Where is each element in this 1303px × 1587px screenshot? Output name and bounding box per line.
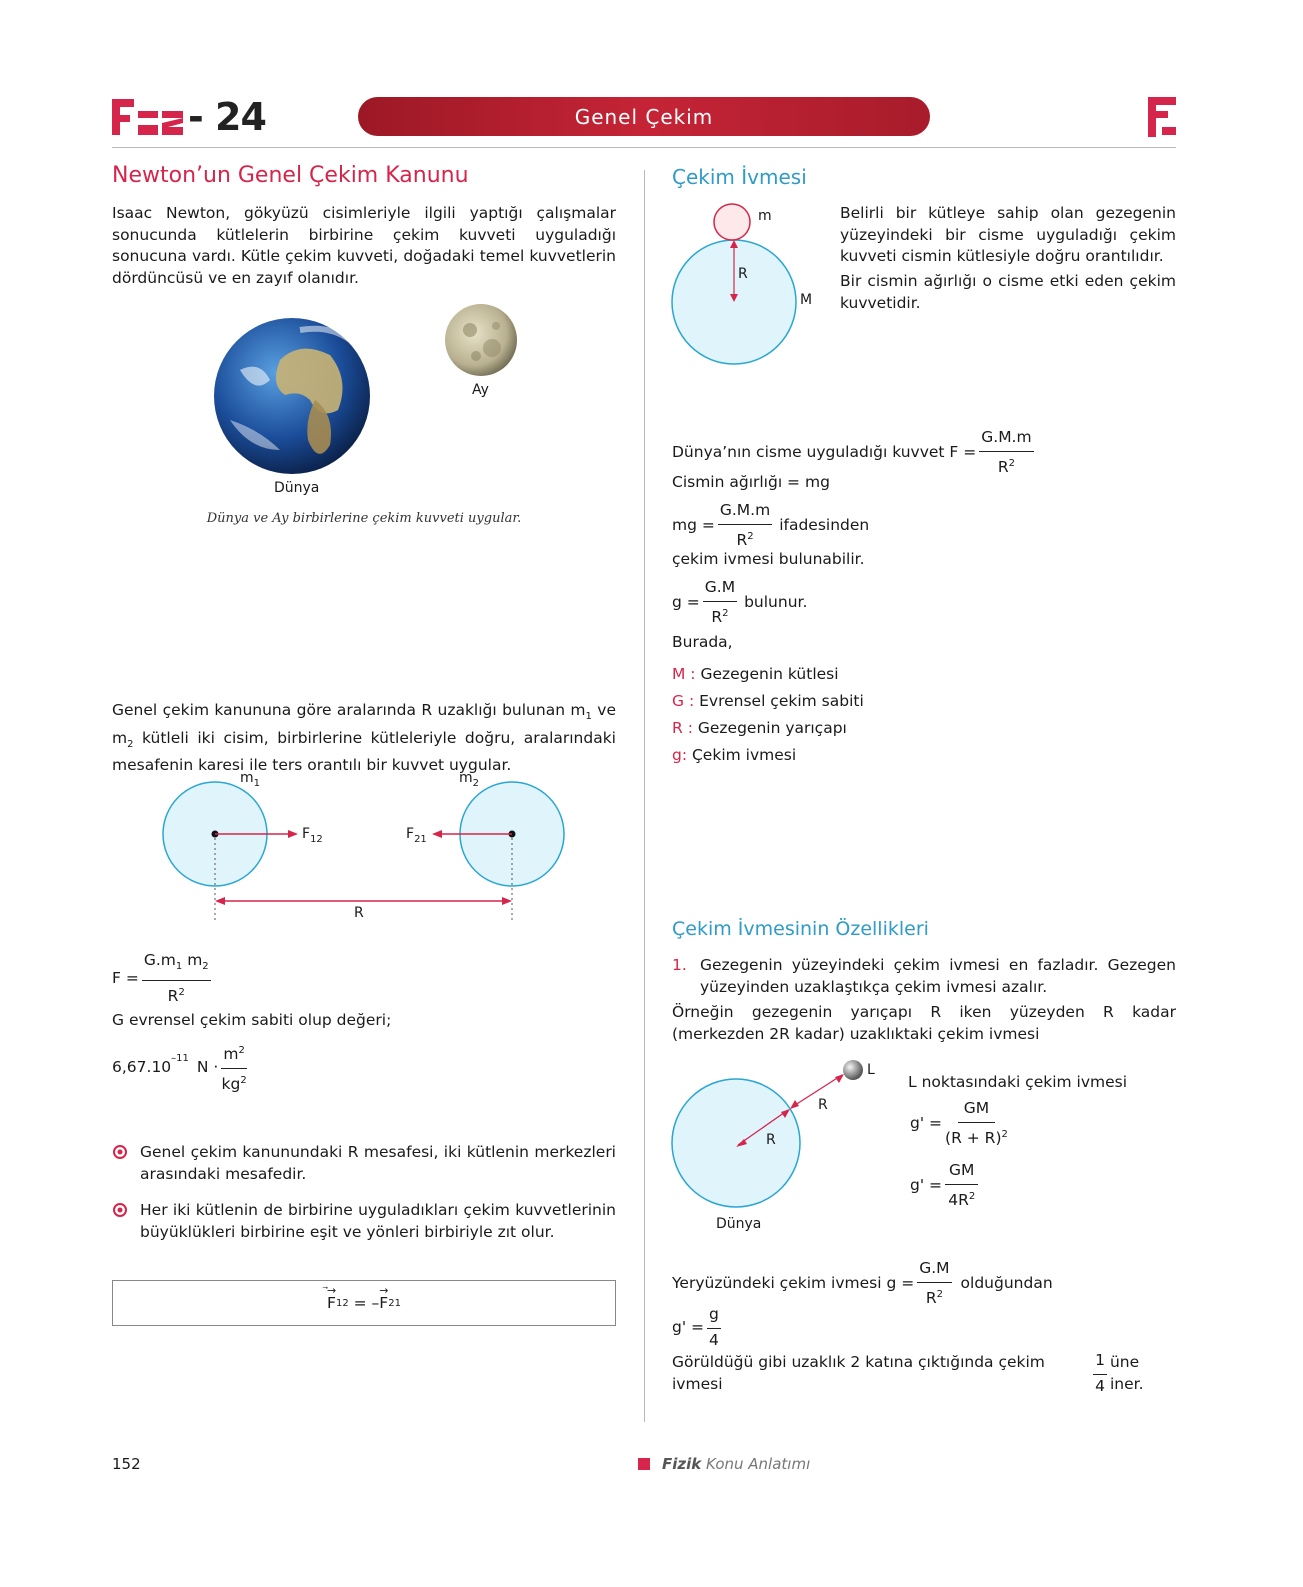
definition-item: g: Çekim ivmesi bbox=[672, 746, 797, 764]
two-mass-diagram bbox=[150, 768, 590, 928]
figure-caption: Dünya ve Ay birbirlerine çekim kuvveti uygular. bbox=[206, 511, 522, 526]
earth-label: Dünya bbox=[274, 480, 320, 496]
footer-square-icon bbox=[638, 1458, 650, 1470]
dunya-label: Dünya bbox=[716, 1216, 762, 1232]
g-prime-eq-3: g' = $\frac{g}{4}$ bbox=[672, 1305, 719, 1349]
l-label: L bbox=[867, 1062, 875, 1078]
bullet-item: Genel çekim kanunundaki R mesafesi, iki kütlenin merkezleri arasındaki mesafedir. bbox=[112, 1142, 616, 1185]
chapter-number: - 24 bbox=[188, 95, 266, 139]
definition-item: G : Evrensel çekim sabiti bbox=[672, 692, 864, 710]
page-number: 152 bbox=[112, 1455, 141, 1473]
r-distance-label: R bbox=[354, 905, 364, 921]
point-l-ball-icon bbox=[843, 1060, 863, 1080]
intro-paragraph: Isaac Newton, gökyüzü cisimleriyle ilgili yaptığı çalışmalar sonucunda kütlelerin birbirine çekim kuvveti uyguladığı sonucuna vardı. Kütle çekim kuvveti, doğadaki temel kuvvetlerin dördüncüsü ve en zayıf olanıdır. bbox=[112, 204, 616, 287]
surface-gravity-eq: Yeryüzündeki çekim ivmesi g = $\frac{G.M}{R^2}$ olduğundan bbox=[672, 1259, 1053, 1307]
r-outer-label: R bbox=[818, 1097, 828, 1113]
bullet-circle-icon bbox=[112, 1202, 130, 1220]
para-2: Bir cismin ağırlığı o cisme etki eden çekim kuvvetidir. bbox=[840, 272, 1176, 312]
cekim-ivmesi-heading: Çekim İvmesi bbox=[672, 165, 807, 189]
definition-item: R : Gezegenin yarıçapı bbox=[672, 719, 847, 737]
header-logo bbox=[112, 96, 266, 138]
m2-label: $m_2$ bbox=[459, 770, 480, 789]
f12-label: $F_{12}$ bbox=[302, 826, 323, 845]
m1-label: $m_1$ bbox=[240, 770, 261, 789]
earth-sphere bbox=[672, 1079, 800, 1207]
g-constant-value: 6,67.10 $^{-11}$ N · $\frac{m^2}{kg^2}$ bbox=[112, 1040, 250, 1095]
earth-moon-illustration bbox=[200, 300, 540, 500]
conclusion-text: Görüldüğü gibi uzaklık 2 katına çıktığında çekim ivmesi $\frac{1}{4}$ üne iner. bbox=[672, 1351, 1144, 1395]
g-constant-text: G evrensel çekim sabiti olup değeri; bbox=[112, 1011, 392, 1029]
g-prime-eq-1: g' = $\frac{GM}{(R + R)^2}$ bbox=[910, 1099, 1008, 1147]
f21-label: $F_{21}$ bbox=[406, 826, 427, 845]
example-text: Örneğin gezegenin yarıçapı R iken yüzeyden R kadar (merkezden 2R kadar) uzaklıktaki çekim ivmesi bbox=[672, 1003, 1176, 1043]
moon-label: Ay bbox=[472, 382, 489, 398]
law-paragraph: Genel çekim kanununa göre aralarında R uzaklığı bulunan $m_1$ ve $m_2$ kütleli iki cisim, birbirlerine kütleleriyle doğru, aralarındaki mesafenin karesi ile ters orantılı bir kuvvet uygular. bbox=[112, 701, 616, 775]
g-prime-eq-2: g' = $\frac{GM}{4R^2}$ bbox=[910, 1160, 981, 1211]
force-equality-box: → F 12 = – → F 21 bbox=[112, 1280, 616, 1326]
distance-diagram bbox=[668, 1055, 888, 1215]
definition-list bbox=[672, 664, 864, 767]
footer-brand: Fizik Konu Anlatımı bbox=[638, 1455, 810, 1473]
section-heading: Newton’un Genel Çekim Kanunu bbox=[112, 163, 469, 188]
burada-text: Burada, bbox=[672, 633, 733, 651]
m-label: m bbox=[758, 208, 772, 224]
corner-mark-icon bbox=[1148, 97, 1176, 137]
equation-3: mg = $\frac{G.M.m}{R^2}$ ifadesinden bbox=[672, 501, 870, 549]
equation-3-after: çekim ivmesi bulunabilir. bbox=[672, 550, 865, 568]
earth-icon bbox=[214, 318, 370, 474]
r-inner-label: R bbox=[766, 1132, 776, 1148]
bullet-item: Her iki kütlenin de birbirine uyguladıkları çekim kuvvetlerinin büyüklükleri birbirine eşit ve yönleri birbiriyle zıt olur. bbox=[112, 1200, 616, 1243]
para-1: Belirli bir kütleye sahip olan gezegenin yüzeyindeki bir cisme uyguladığı çekim kuvveti cismin kütlesiyle doğru orantılıdır. bbox=[840, 204, 1176, 265]
column-divider bbox=[644, 170, 645, 1422]
small-mass-sphere bbox=[714, 204, 750, 240]
header-rule bbox=[112, 147, 1176, 148]
equation-2: Cismin ağırlığı = mg bbox=[672, 473, 830, 491]
properties-heading: Çekim İvmesinin Özellikleri bbox=[672, 918, 929, 940]
l-point-text: L noktasındaki çekim ivmesi bbox=[908, 1073, 1128, 1091]
bullet-circle-icon bbox=[112, 1144, 130, 1162]
faz-logo-icon bbox=[112, 97, 184, 137]
chapter-title-bar bbox=[358, 97, 930, 136]
moon-icon bbox=[445, 304, 517, 376]
chapter-title: Genel Çekim bbox=[574, 104, 714, 129]
equation-1: Dünya’nın cisme uyguladığı kuvvet F = $\frac{G.M.m}{R^2}$ bbox=[672, 428, 1032, 476]
r-label: R bbox=[738, 266, 748, 282]
big-m-label: M bbox=[800, 292, 813, 308]
planet-mass-diagram bbox=[668, 200, 818, 370]
property-item-1: 1. Gezegenin yüzeyindeki çekim ivmesi en fazladır. Gezegen yüzeyinden uzaklaştıkça çekim ivmesi azalır. bbox=[672, 956, 1176, 996]
definition-item: M : Gezegenin kütlesi bbox=[672, 665, 839, 683]
gravity-formula: F = $\frac{G.m_1 m_2}{R^2}$ bbox=[112, 951, 209, 1005]
equation-4: g = $\frac{G.M}{R^2}$ bulunur. bbox=[672, 578, 808, 626]
